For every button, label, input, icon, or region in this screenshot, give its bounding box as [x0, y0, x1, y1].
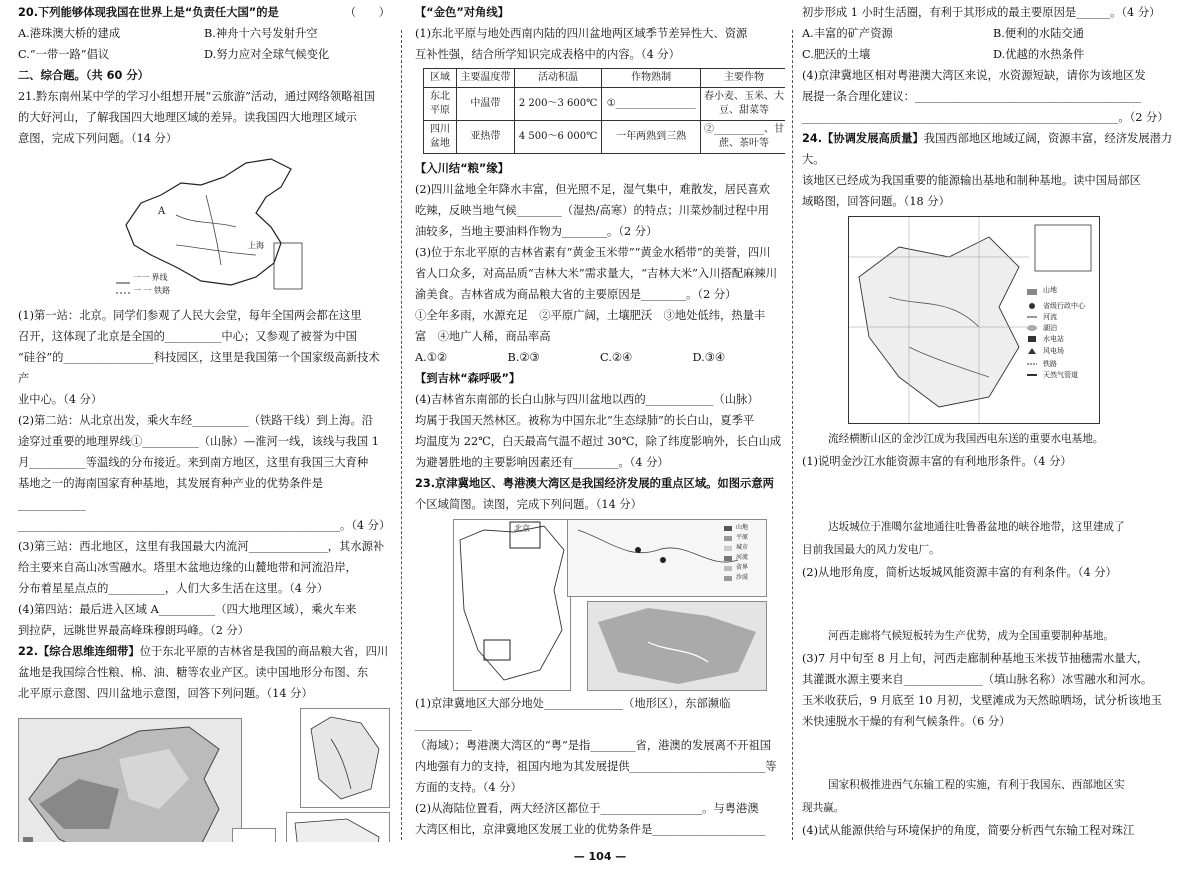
q23-options-row1 [802, 23, 1184, 44]
q20-options-row1 [18, 23, 390, 44]
table-cell: ①________________ [602, 88, 701, 121]
q21-part: 基地之一的海南国家育种基地，其发展育种产业的优势条件是____________ [18, 477, 324, 511]
q23-part: 内地强有力的支持，祖国内地为其发展提供________________________等 [415, 760, 777, 773]
q21-part: (1)第一站：北京。同学们参观了人民大会堂，每年全国两会都在这里 [18, 309, 362, 322]
q21-part: _________________________________________________________。（4 分） [18, 519, 390, 532]
q22-line: 盆地是我国综合性粮、棉、油、糖等农业产区。读中国地形分布图、东 [18, 666, 369, 679]
q22-line: 北平原示意图、四川盆地示意图，回答下列问题。（14 分） [18, 687, 313, 700]
legend-item: 城市 [736, 544, 749, 551]
table-cell: 4 500～6 000℃ [514, 121, 602, 154]
q23-line: 23.京津冀地区、粤港澳大湾区是我国经济发展的重点区域。如图示意两 [415, 477, 774, 490]
q24-part: 其灌溉水源主要来自______________（填山脉名称）冰雪融水和河水。 [802, 673, 1153, 686]
table-header: 主要温度带 [457, 69, 515, 88]
material-note: 流经横断山区的金沙江成为我国西电东送的重要水电基地。 [828, 433, 1104, 445]
option: C.“一带一路”倡议 [18, 48, 110, 61]
block-text: 均属于我国天然林区。被称为中国东北“生态绿肺”的长白山，夏季平 [415, 414, 755, 427]
legend-item: 河流 [736, 554, 749, 561]
legend-item: 水电站 [1043, 335, 1064, 343]
legend-item: 风电场 [1043, 347, 1064, 355]
sichuan-basin-map [286, 812, 390, 842]
q21-part: (3)第三站：西北地区，这里有我国最大内流河______________，其水源补 [18, 540, 385, 553]
q23-part4: (4)京津冀地区相对粤港澳大湾区来说，水资源短缺，请你为该地区发 [802, 69, 1146, 82]
answer-space [802, 732, 1184, 774]
q23-line: 个区域简图。读图，完成下列问题。（14 分） [415, 498, 642, 511]
block-text: 富 ④地广人稀，商品率高 [415, 330, 551, 343]
q23-continued: 初步形成 1 小时生活圈，有利于其形成的最主要原因是______。（4 分） [802, 6, 1161, 19]
block-text: 吃辣，反映当地气候________（湿热/高寒）的特点；川菜炒制过程中用 [415, 204, 770, 217]
table-row [424, 121, 786, 154]
q24-part: (3)7 月中旬至 8 月上旬，河西走廊制种基地玉米拔节抽穗需水量大， [802, 652, 1149, 665]
jingjinji-map [567, 519, 767, 597]
q21-part: (2)第二站：从北京出发，乘火车经__________（铁路干线）到上海。沿 [18, 414, 373, 427]
block-text: (1)东北平原与地处西南内陆的四川盆地两区域季节差异性大、资源 [415, 27, 748, 40]
column-divider [792, 30, 793, 840]
column-divider [401, 30, 402, 840]
table-cell: 东北平原 [424, 88, 457, 121]
block-text: (2)四川盆地全年降水丰富，但光照不足，湿气集中，难散发，居民喜欢 [415, 183, 770, 196]
table-header: 主要作物 [701, 69, 786, 88]
region-a-label: A [158, 206, 166, 217]
option: B.神舟十六号发射升空 [204, 27, 318, 40]
column-right [802, 2, 1184, 842]
legend-railway: 一 一 铁路 [133, 286, 171, 295]
block-text: 油较多，当地主要油料作物为________。（2 分） [415, 225, 658, 238]
legend-boundary: 一一 界线 [133, 273, 168, 282]
q22-line: 22.【综合思维连细带】位于东北平原的吉林省是我国的商品粮大省，四川 [18, 645, 389, 658]
option: B.②③ [507, 351, 540, 364]
legend-item: 河流 [1043, 313, 1057, 321]
option: A.丰富的矿产资源 [802, 27, 893, 40]
q21-part: 月__________等温线的分布接近。来到南方地区，这里有我国三大育种 [18, 456, 369, 469]
answer-paren: （ ） [344, 6, 390, 19]
table-row [424, 88, 786, 121]
city-label: 上海 [248, 241, 264, 250]
column-middle [415, 2, 785, 842]
q21-part: (4)第四站：最后进入区域 A__________（四大地理区域），乘火车来 [18, 603, 357, 616]
q24-title: 24.【协调发展高质量】 [802, 132, 924, 145]
table-cell: 亚热带 [457, 121, 515, 154]
q23-part: (2)从海陆位置看，两大经济区都位于__________________。与粤港澳 [415, 802, 759, 815]
q21-part: 业中心。（4 分） [18, 393, 103, 406]
northeast-plain-map [300, 708, 390, 808]
q22-figures [18, 708, 390, 842]
table-header-row [424, 69, 786, 88]
q24-part: (4)试从能源供给与环境保护的角度，简要分析西气东输工程对珠江 [802, 824, 1135, 837]
q24-line: 域略图，回答问题。（18 分） [802, 195, 950, 208]
answer-space [802, 472, 1184, 516]
q23-part: 方面的支持。（4 分） [415, 781, 522, 794]
q21-part: 召开，这体现了北京是全国的__________中心；又参观了被誉为中国 [18, 330, 357, 343]
material-note: 国家积极推进西气东输工程的实施，有利于我国东、西部地区实 [828, 779, 1125, 791]
option: D.努力应对全球气候变化 [204, 48, 330, 61]
q20-stem: 20.下列能够体现我国在世界上是“负责任大国”的是 （ ） [18, 2, 390, 23]
material-note: 河西走廊将气候短板转为生产优势，成为全国重要制种基地。 [828, 630, 1115, 642]
legend-item: 省级行政中心 [1043, 302, 1085, 310]
q24-part: (1)说明金沙江水能资源丰富的有利地形条件。（4 分） [802, 455, 1072, 468]
table-cell: 2 200～3 600℃ [514, 88, 602, 121]
q23-part: (1)京津冀地区大部分地处______________（地形区），东部濒临__________ [415, 697, 731, 731]
legend-item: 湖泊 [1043, 324, 1057, 332]
q24-line: 该地区已经成为我国重要的能源输出基地和制种基地。读中国局部区 [802, 174, 1141, 187]
block-text: 省人口众多，对高品质“吉林大米”需求量大，“吉林大米”入川搭配麻辣川 [415, 267, 778, 280]
terrain-map-icon [19, 719, 241, 842]
china-outline-map [453, 519, 571, 691]
q23-figures [453, 519, 765, 691]
northeast-map-icon [301, 709, 389, 807]
material-note: 目前我国最大的风力发电厂。 [802, 544, 940, 556]
block-title: 【“金色”对角线】 [415, 6, 509, 19]
block-text: (3)位于东北平原的吉林省素有“黄金玉米带”“黄金水稻带”的美誉，四川 [415, 246, 771, 259]
q23-part: 大湾区相比，京津冀地区发展工业的优势条件是____________________ [415, 823, 766, 836]
greater-bay-map [587, 601, 767, 691]
q24-part: (2)从地形角度，简析达坂城风能资源丰富的有利条件。（4 分） [802, 566, 1117, 579]
block-title: 【入川结“粮”缘】 [415, 162, 509, 175]
table-header: 作物熟制 [602, 69, 701, 88]
comparison-table [423, 68, 785, 154]
table-cell: 春小麦、玉米、大豆、甜菜等 [701, 88, 786, 121]
table-cell: 一年两熟到三熟 [602, 121, 701, 154]
west-map-icon [849, 217, 1099, 423]
q24-line: 24.【协调发展高质量】我国西部地区地域辽阔，资源丰富，经济发展潜力大。 [802, 132, 1173, 166]
city-label: 北京 [514, 524, 530, 533]
block-text: 为避暑胜地的主要影响因素还有________。（4 分） [415, 456, 669, 469]
outline-map-icon [454, 520, 570, 690]
option: A.①② [415, 351, 448, 364]
q21-line: 意图，完成下列问题。（14 分） [18, 132, 178, 145]
china-terrain-map [18, 718, 242, 842]
column-left [18, 2, 390, 842]
legend-item: 山地 [1043, 286, 1057, 294]
west-china-map [848, 216, 1100, 424]
legend-item: 铁路 [1043, 360, 1057, 368]
q21-part: “硅谷”的________________科技园区，这里是我国第一个国家级高新技术产 [18, 351, 380, 385]
sichuan-map-icon [287, 813, 389, 842]
table-header: 活动积温 [514, 69, 602, 88]
q23-part: （海域）；粤港澳大湾区的“粤”是指________省，港澳的发展离不开祖国 [415, 739, 772, 752]
q21-part: 给主要来自高山冰雪融水。塔里木盆地边缘的山麓地带和河流沿岸， [18, 561, 357, 574]
option: C.②④ [600, 351, 633, 364]
legend-item: 天然气管道 [1043, 371, 1078, 379]
b2-options [415, 347, 785, 368]
q23-part4: ________________________________________________________。（2 分） [802, 111, 1169, 124]
table-cell: 四川盆地 [424, 121, 457, 154]
q21-line: 的大好河山，了解我国四大地理区域的差异。读我国四大地理区域示 [18, 111, 357, 124]
legend-item: 沙漠 [736, 574, 749, 581]
q22-title: 22.【综合思维连细带】 [18, 645, 140, 658]
option: D.优越的水热条件 [993, 48, 1085, 61]
block-text: 渝美食。吉林省成为商品粮大省的主要原因是________。（2 分） [415, 288, 737, 301]
q23-part4: 展提一条合理化建议：________________________________________ [802, 90, 1141, 103]
q24-part [802, 841, 1184, 842]
bay-map-icon [588, 602, 766, 690]
legend-item: 省界 [736, 564, 749, 571]
legend-item: 平原 [736, 534, 749, 541]
q21-part: 到拉萨，远眺世界最高峰珠穆朗玛峰。（2 分） [18, 624, 250, 637]
q21-line: 21.黔东南州某中学的学习小组想开展“云旅游”活动，通过网络领略祖国 [18, 90, 376, 103]
china-regions-map [106, 155, 321, 301]
q21-part: 分布着星星点点的__________，人们大多生活在这里。（4 分） [18, 582, 329, 595]
option: B.便利的水陆交通 [993, 27, 1084, 40]
material-note: 达坂城位于准噶尔盆地通往吐鲁番盆地的峡谷地带，这里建成了 [828, 521, 1125, 533]
table-header: 区域 [424, 69, 457, 88]
block-title: 【到吉林“森呼吸”】 [415, 372, 521, 385]
option: D.③④ [692, 351, 726, 364]
answer-space [802, 583, 1184, 625]
legend-item: 山地 [736, 524, 749, 531]
block-text: ①全年多雨，水源充足 ②平原广阔，土壤肥沃 ③地处低纬，热量丰 [415, 309, 766, 322]
q21-part: 途穿过重要的地理界线①__________（山脉）—淮河一线，该线与我国 1 [18, 435, 379, 448]
material-note: 现共赢。 [802, 802, 845, 814]
q24-part: 米快速脱水干燥的有利气候条件。（6 分） [802, 715, 1011, 728]
inset-map [232, 828, 276, 842]
q24-part: 玉米收获后，9 月底至 10 月初，戈壁滩成为天然晾晒场，试分析该地玉 [802, 694, 1162, 707]
table-cell: 中温带 [457, 88, 515, 121]
q23-options-row2 [802, 44, 1184, 65]
page-number: — 104 — [573, 850, 627, 863]
q23-part [415, 840, 785, 842]
block-text: 互补性强，结合所学知识完成表格中的内容。（4 分） [415, 48, 680, 61]
section-title: 二、综合题。（共 60 分） [18, 69, 149, 82]
block-text: 均温度为 22℃，白天最高气温不超过 30℃，除了纬度影响外，长白山成 [415, 435, 782, 448]
q20-options-row2 [18, 44, 390, 65]
option: C.肥沃的土壤 [802, 48, 871, 61]
table-cell: ②__________、甘蔗、茶叶等 [701, 121, 786, 154]
block-text: (4)吉林省东南部的长白山脉与四川盆地以西的____________（山脉） [415, 393, 759, 406]
option: A.港珠澳大桥的建成 [18, 27, 121, 40]
